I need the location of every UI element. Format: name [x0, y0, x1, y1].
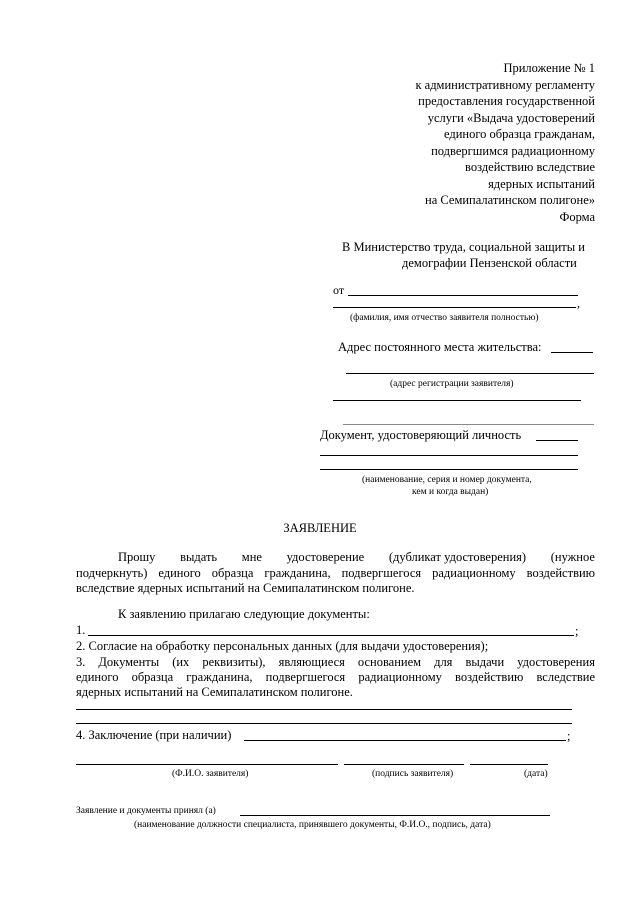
- doc-item-4-label: 4. Заключение (при наличии): [76, 728, 232, 742]
- word: Документы: [98, 655, 160, 669]
- doc-item-4-end: ;: [567, 729, 571, 743]
- header-line: на Семипалатинском полигоне»: [425, 193, 595, 207]
- doc-item-3-line-1: [76, 655, 595, 670]
- signature-date-field[interactable]: [470, 764, 548, 765]
- form-label: Форма: [559, 210, 595, 224]
- signature-sign-field[interactable]: [344, 764, 464, 765]
- word: (их: [172, 655, 190, 669]
- statement-line-1: [118, 550, 595, 565]
- document-label: Документ, удостоверяющий личность: [320, 428, 522, 442]
- header-line: Приложение № 1: [503, 61, 595, 75]
- document-hint-1: (наименование, серия и номер документа,: [362, 475, 532, 485]
- doc-item-3-line-3: ядерных испытаний на Семипалатинском полигоне.: [76, 685, 353, 699]
- from-field-line-1[interactable]: [348, 295, 578, 296]
- word: для: [434, 655, 453, 669]
- document-field-line-1[interactable]: [536, 440, 578, 441]
- addressee-line-1: В Министерство труда, социальной защиты и: [342, 240, 585, 254]
- fio-hint: (фамилия, имя отчество заявителя полностью): [350, 313, 539, 323]
- header-line: подвергшимся радиационному: [431, 143, 595, 158]
- signature-sign-hint: (подпись заявителя): [372, 769, 454, 779]
- word: основанием: [357, 655, 422, 669]
- word: (нужное: [550, 550, 595, 564]
- doc-item-1-number: 1.: [76, 623, 86, 637]
- header-line: воздействию вследствие: [465, 160, 595, 174]
- from-field-line-2[interactable]: [333, 307, 576, 308]
- docs-intro: К заявлению прилагаю следующие документы:: [118, 607, 370, 621]
- document-field-line-0[interactable]: [343, 424, 594, 425]
- address-field-line-3[interactable]: [333, 400, 581, 401]
- statement-line-2: подчеркнуть) единого образца гражданина, подвергшегося радиационному воздействию: [76, 566, 595, 580]
- document-field-line-3[interactable]: [320, 469, 578, 470]
- word: удостоверения: [517, 655, 595, 669]
- document-field-line-2[interactable]: [320, 455, 578, 456]
- appendix-header: [415, 60, 595, 209]
- address-field-line-2[interactable]: [346, 373, 594, 374]
- word: Прошу: [118, 550, 156, 564]
- word: 3.: [76, 655, 86, 669]
- word: выдачи: [465, 655, 505, 669]
- word: (дубликат удостоверения): [388, 550, 527, 564]
- statement-line-3: вследствие ядерных испытаний на Семипалатинском полигоне.: [76, 581, 415, 595]
- from-comma: ,: [577, 296, 580, 310]
- statement-title: ЗАЯВЛЕНИЕ: [283, 521, 357, 535]
- acceptance-label: Заявление и документы принял (а): [76, 806, 216, 816]
- word: реквизиты),: [202, 655, 266, 669]
- signature-date-hint: (дата): [524, 769, 548, 779]
- from-label: от: [333, 283, 345, 297]
- acceptance-field[interactable]: [240, 815, 550, 816]
- header-line: услуги «Выдача удостоверений: [427, 110, 595, 125]
- doc-item-3-field-1[interactable]: [76, 709, 572, 710]
- word: являющиеся: [278, 655, 345, 669]
- address-hint: (адрес регистрации заявителя): [390, 379, 514, 389]
- header-line: ядерных испытаний: [488, 176, 595, 191]
- addressee-line-2: демографии Пензенской области: [402, 256, 577, 270]
- word: выдать: [180, 550, 218, 564]
- header-line: предоставления государственной: [418, 94, 595, 108]
- doc-item-3-field-2[interactable]: [76, 723, 572, 724]
- acceptance-hint: (наименование должности специалиста, принявшего документы, Ф.И.О., подпись, дата): [134, 820, 491, 830]
- doc-item-2: 2. Согласие на обработку персональных данных (для выдачи удостоверения);: [76, 639, 489, 653]
- doc-item-4-field[interactable]: [244, 740, 566, 741]
- signature-fio-field[interactable]: [76, 764, 338, 765]
- doc-item-1-field[interactable]: [88, 635, 574, 636]
- document-hint-2: кем и когда выдан): [412, 487, 489, 497]
- doc-item-1-end: ;: [575, 624, 579, 638]
- signature-fio-hint: (Ф.И.О. заявителя): [172, 769, 249, 779]
- word: удостоверение: [286, 550, 365, 564]
- word: мне: [241, 550, 262, 564]
- address-field-line-1[interactable]: [551, 352, 593, 353]
- doc-item-3-line-2: единого образца гражданина, подвергшегося радиационному воздействию вследствие: [76, 670, 595, 684]
- address-label: Адрес постоянного места жительства:: [338, 340, 542, 354]
- header-line: к административному регламенту: [415, 77, 595, 92]
- header-line: единого образца гражданам,: [443, 127, 595, 141]
